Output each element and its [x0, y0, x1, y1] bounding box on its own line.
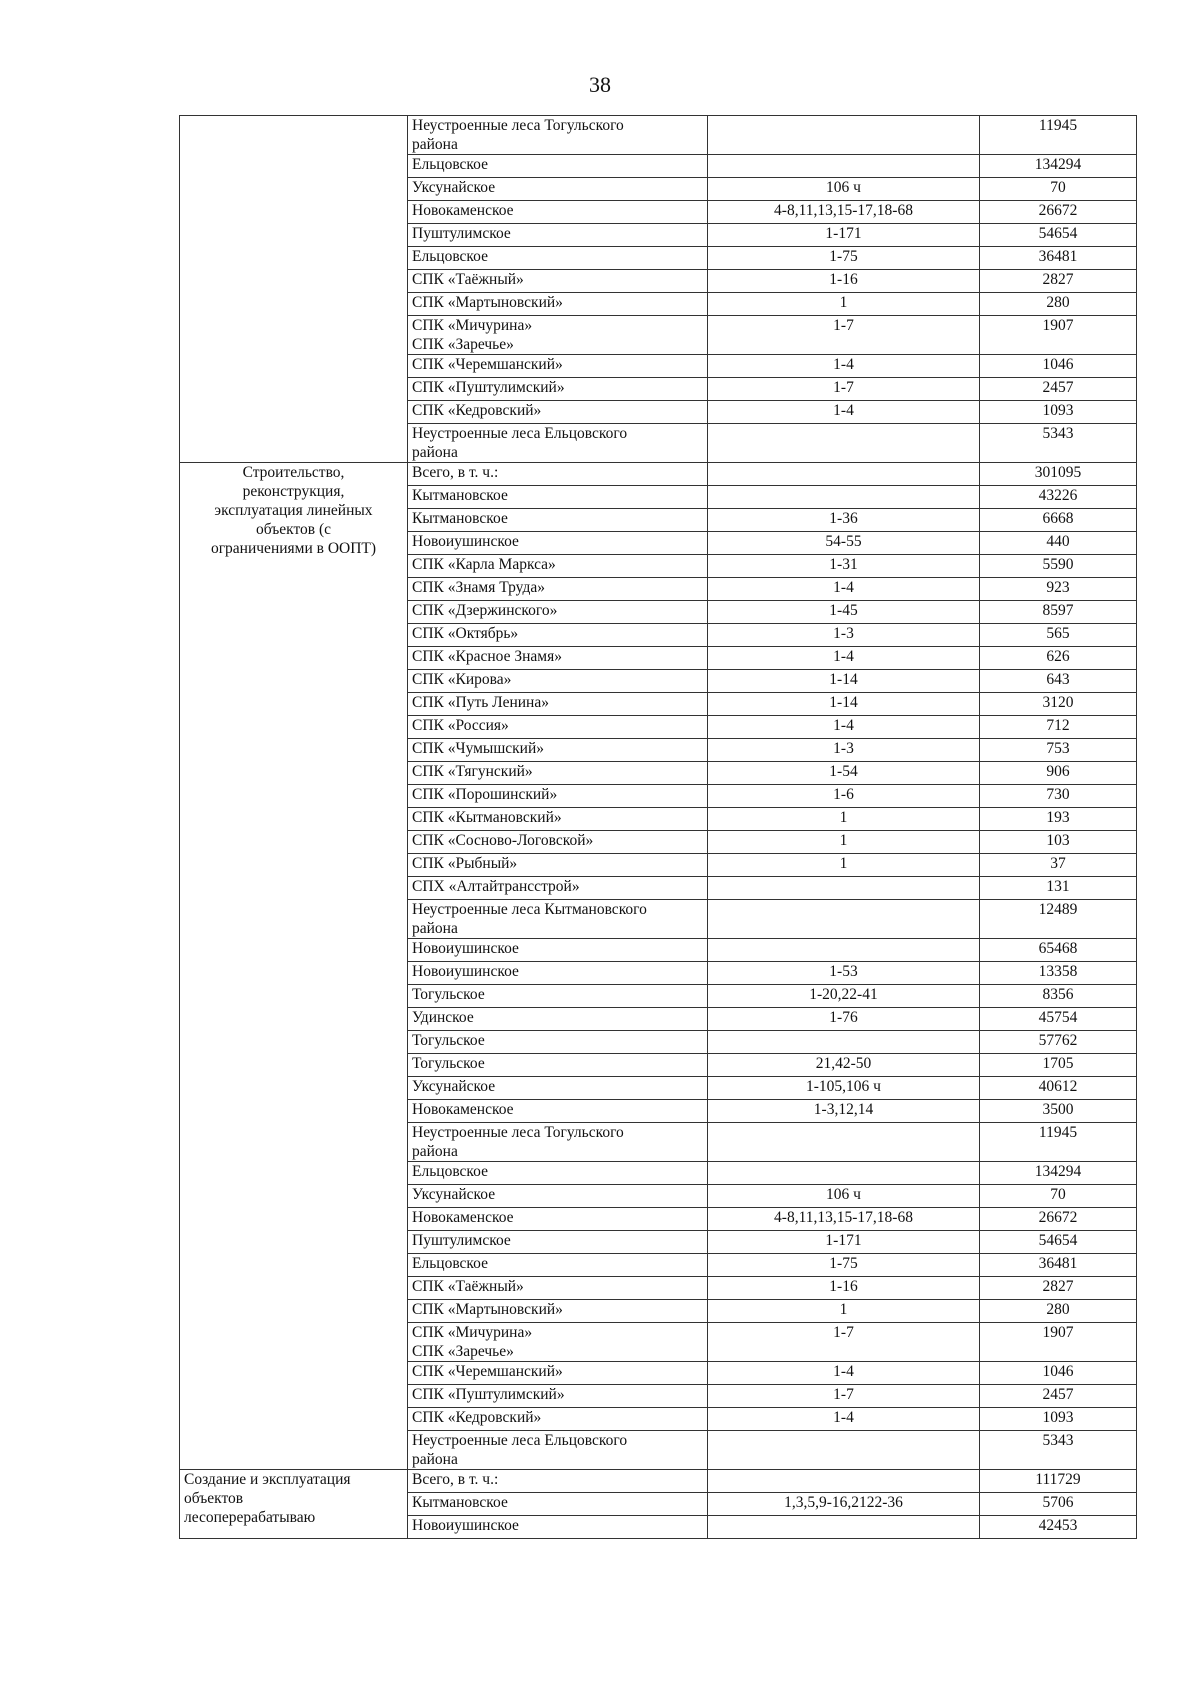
forestry-name-cell	[408, 378, 708, 401]
area-cell: 13358	[980, 962, 1137, 985]
quarters-cell: 54-55	[708, 532, 980, 555]
forestry-name-cell	[408, 985, 708, 1008]
forestry-name: Новоиушинское	[412, 1517, 519, 1534]
forestry-name-cell	[408, 1300, 708, 1323]
forestry-name: СПК «Дзержинского»	[412, 602, 558, 619]
area-cell: 1046	[980, 1362, 1137, 1385]
forestry-name-cell	[408, 877, 708, 900]
forestry-name: СПК «Заречье»	[412, 336, 514, 353]
category-text: эксплуатация линейных	[214, 502, 373, 519]
forestry-name-cell	[408, 578, 708, 601]
forestry-name: Неустроенные леса Ельцовского	[412, 425, 628, 442]
forestry-name: СПК «Мартыновский»	[412, 1301, 563, 1318]
quarters-cell: 1-171	[708, 224, 980, 247]
forestry-name-cell	[408, 716, 708, 739]
area-cell: 5706	[980, 1493, 1137, 1516]
forestry-name-cell	[408, 670, 708, 693]
area-cell: 3120	[980, 693, 1137, 716]
area-cell: 626	[980, 647, 1137, 670]
quarters-cell	[708, 900, 980, 939]
forestry-name: Новоиушинское	[412, 963, 519, 980]
quarters-cell: 1-54	[708, 762, 980, 785]
forestry-name: СПК «Порошинский»	[412, 786, 558, 803]
forestry-name: СПК «Кедровский»	[412, 402, 542, 419]
table-row	[180, 1470, 1137, 1493]
quarters-cell: 1,3,5,9-16,2122-36	[708, 1493, 980, 1516]
forestry-name: СПК «Пуштулимский»	[412, 379, 565, 396]
area-cell: 45754	[980, 1008, 1137, 1031]
forestry-name-cell	[408, 647, 708, 670]
forestry-name: Пуштулимское	[412, 1232, 511, 1249]
forestry-name-cell	[408, 486, 708, 509]
forestry-name-cell	[408, 1431, 708, 1470]
forestry-name: Новокаменское	[412, 1209, 514, 1226]
forestry-name: района	[412, 1451, 458, 1468]
forestry-name-cell	[408, 509, 708, 532]
quarters-cell: 106 ч	[708, 1185, 980, 1208]
forestry-name-cell	[408, 270, 708, 293]
quarters-cell: 1-7	[708, 1323, 980, 1362]
category-text: объектов (с	[255, 521, 332, 538]
table-row	[180, 116, 1137, 155]
forestry-name-cell	[408, 854, 708, 877]
quarters-cell: 1	[708, 831, 980, 854]
category-text: лесоперерабатываю	[184, 1509, 316, 1526]
area-cell: 2827	[980, 1277, 1137, 1300]
forestry-name-cell	[408, 532, 708, 555]
area-cell: 70	[980, 1185, 1137, 1208]
forestry-name-cell	[408, 1077, 708, 1100]
area-cell: 134294	[980, 1162, 1137, 1185]
forestry-name: Кытмановское	[412, 487, 508, 504]
quarters-cell: 1-4	[708, 1362, 980, 1385]
forestry-name-cell	[408, 116, 708, 155]
area-cell: 103	[980, 831, 1137, 854]
quarters-cell: 1-3,12,14	[708, 1100, 980, 1123]
quarters-cell	[708, 463, 980, 486]
forestry-name-cell	[408, 1470, 708, 1493]
forestry-name: СПХ «Алтайтрансстрой»	[412, 878, 580, 895]
area-cell: 54654	[980, 1231, 1137, 1254]
quarters-cell: 1-7	[708, 316, 980, 355]
quarters-cell	[708, 155, 980, 178]
forestry-name: СПК «Мичурина»	[412, 317, 533, 334]
forestry-name: Ельцовское	[412, 1163, 488, 1180]
quarters-cell: 1-4	[708, 578, 980, 601]
area-cell: 111729	[980, 1470, 1137, 1493]
quarters-cell	[708, 424, 980, 463]
quarters-cell: 1-14	[708, 670, 980, 693]
forestry-name-cell	[408, 293, 708, 316]
forestry-name: района	[412, 1143, 458, 1160]
quarters-cell: 1	[708, 293, 980, 316]
forestry-name-cell	[408, 1054, 708, 1077]
forestry-name-cell	[408, 1100, 708, 1123]
forestry-name-cell	[408, 224, 708, 247]
area-cell: 8356	[980, 985, 1137, 1008]
area-cell: 12489	[980, 900, 1137, 939]
forestry-name: Новокаменское	[412, 1101, 514, 1118]
forestry-name: Тогульское	[412, 986, 485, 1003]
area-cell: 8597	[980, 601, 1137, 624]
category-text: реконструкция,	[242, 483, 345, 500]
forestry-name: СПК «Кирова»	[412, 671, 512, 688]
area-cell: 36481	[980, 247, 1137, 270]
forestry-name: района	[412, 136, 458, 153]
forestry-name: Уксунайское	[412, 1186, 496, 1203]
area-cell: 42453	[980, 1516, 1137, 1539]
area-cell: 37	[980, 854, 1137, 877]
forestry-name-cell	[408, 1493, 708, 1516]
quarters-cell	[708, 116, 980, 155]
forestry-name: Неустроенные леса Ельцовского	[412, 1432, 628, 1449]
forestry-name-cell	[408, 316, 708, 355]
forestry-name: СПК «Черемшанский»	[412, 356, 563, 373]
forestry-name: Пуштулимское	[412, 225, 511, 242]
quarters-cell: 4-8,11,13,15-17,18-68	[708, 1208, 980, 1231]
quarters-cell: 1-7	[708, 378, 980, 401]
quarters-cell: 1-4	[708, 1408, 980, 1431]
forestry-name-cell	[408, 1123, 708, 1162]
quarters-cell: 1-3	[708, 624, 980, 647]
area-cell: 1093	[980, 401, 1137, 424]
quarters-cell: 21,42-50	[708, 1054, 980, 1077]
forestry-name-cell	[408, 155, 708, 178]
forestry-name-cell	[408, 355, 708, 378]
area-cell: 906	[980, 762, 1137, 785]
forestry-name: Кытмановское	[412, 510, 508, 527]
quarters-cell: 1-45	[708, 601, 980, 624]
area-cell: 280	[980, 1300, 1137, 1323]
forestry-name-cell	[408, 831, 708, 854]
area-cell: 1093	[980, 1408, 1137, 1431]
forestry-name-cell	[408, 962, 708, 985]
forestry-name: СПК «Таёжный»	[412, 1278, 524, 1295]
forestry-name-cell	[408, 601, 708, 624]
forestry-name: Новоиушинское	[412, 533, 519, 550]
quarters-cell: 1-6	[708, 785, 980, 808]
forestry-name: Всего, в т. ч.:	[412, 464, 499, 481]
area-cell: 280	[980, 293, 1137, 316]
forestry-name: СПК «Кытмановский»	[412, 809, 562, 826]
forestry-name: СПК «Путь Ленина»	[412, 694, 549, 711]
area-cell: 1046	[980, 355, 1137, 378]
category-text: Строительство,	[242, 464, 345, 481]
quarters-cell: 1-7	[708, 1385, 980, 1408]
area-cell: 1705	[980, 1054, 1137, 1077]
area-cell: 70	[980, 178, 1137, 201]
quarters-cell	[708, 1123, 980, 1162]
quarters-cell: 106 ч	[708, 178, 980, 201]
forestry-name: Уксунайское	[412, 1078, 496, 1095]
forestry-name: Новоиушинское	[412, 940, 519, 957]
quarters-cell: 1-16	[708, 270, 980, 293]
forestry-name: Кытмановское	[412, 1494, 508, 1511]
category-text: Создание и эксплуатация	[184, 1471, 351, 1488]
forestry-name-cell	[408, 1254, 708, 1277]
quarters-cell	[708, 1162, 980, 1185]
forestry-name: СПК «Тягунский»	[412, 763, 533, 780]
quarters-cell: 1-14	[708, 693, 980, 716]
table-row	[180, 463, 1137, 486]
forestry-name: СПК «Карла Маркса»	[412, 556, 556, 573]
area-cell: 1907	[980, 316, 1137, 355]
forestry-name-cell	[408, 1031, 708, 1054]
quarters-cell: 4-8,11,13,15-17,18-68	[708, 201, 980, 224]
forestry-name: СПК «Кедровский»	[412, 1409, 542, 1426]
forestry-name: СПК «Красное Знамя»	[412, 648, 562, 665]
forestry-name-cell	[408, 1277, 708, 1300]
quarters-cell: 1-20,22-41	[708, 985, 980, 1008]
forestry-name: СПК «Мичурина»	[412, 1324, 533, 1341]
area-cell: 753	[980, 739, 1137, 762]
area-cell: 643	[980, 670, 1137, 693]
forestry-name: района	[412, 920, 458, 937]
forestry-name-cell	[408, 555, 708, 578]
category-cell	[180, 1470, 408, 1539]
quarters-cell: 1-16	[708, 1277, 980, 1300]
quarters-cell: 1-4	[708, 647, 980, 670]
forestry-name: СПК «Черемшанский»	[412, 1363, 563, 1380]
area-cell: 6668	[980, 509, 1137, 532]
area-cell: 1907	[980, 1323, 1137, 1362]
area-cell: 11945	[980, 116, 1137, 155]
forestry-name: СПК «Октябрь»	[412, 625, 519, 642]
forestry-name-cell	[408, 401, 708, 424]
quarters-cell	[708, 1431, 980, 1470]
forest-table-body	[180, 116, 1137, 1539]
quarters-cell: 1-4	[708, 716, 980, 739]
quarters-cell: 1-53	[708, 962, 980, 985]
forestry-name: Неустроенные леса Тогульского	[412, 1124, 624, 1141]
forestry-name: Удинское	[412, 1009, 474, 1026]
forestry-name-cell	[408, 1408, 708, 1431]
forestry-name-cell	[408, 463, 708, 486]
forestry-name-cell	[408, 1385, 708, 1408]
forestry-name: Всего, в т. ч.:	[412, 1471, 499, 1488]
quarters-cell	[708, 939, 980, 962]
forestry-name-cell	[408, 1362, 708, 1385]
forestry-name: Ельцовское	[412, 248, 488, 265]
area-cell: 565	[980, 624, 1137, 647]
forestry-name-cell	[408, 624, 708, 647]
forestry-name: СПК «Знамя Труда»	[412, 579, 545, 596]
area-cell: 440	[980, 532, 1137, 555]
area-cell: 131	[980, 877, 1137, 900]
forestry-name: района	[412, 444, 458, 461]
quarters-cell: 1	[708, 808, 980, 831]
forestry-name-cell	[408, 693, 708, 716]
forestry-name: Уксунайское	[412, 179, 496, 196]
area-cell: 5590	[980, 555, 1137, 578]
quarters-cell: 1-36	[708, 509, 980, 532]
area-cell: 5343	[980, 1431, 1137, 1470]
area-cell: 54654	[980, 224, 1137, 247]
area-cell: 2457	[980, 1385, 1137, 1408]
forestry-name: Ельцовское	[412, 1255, 488, 1272]
forestry-name: СПК «Мартыновский»	[412, 294, 563, 311]
forestry-name: СПК «Чумышский»	[412, 740, 545, 757]
area-cell: 26672	[980, 1208, 1137, 1231]
forestry-name: СПК «Заречье»	[412, 1343, 514, 1360]
area-cell: 26672	[980, 201, 1137, 224]
forestry-name: Тогульское	[412, 1055, 485, 1072]
forestry-name: Ельцовское	[412, 156, 488, 173]
forestry-name-cell	[408, 1516, 708, 1539]
area-cell: 134294	[980, 155, 1137, 178]
quarters-cell: 1-105,106 ч	[708, 1077, 980, 1100]
area-cell: 301095	[980, 463, 1137, 486]
area-cell: 65468	[980, 939, 1137, 962]
area-cell: 36481	[980, 1254, 1137, 1277]
forestry-name-cell	[408, 900, 708, 939]
quarters-cell: 1-4	[708, 355, 980, 378]
forestry-name: СПК «Таёжный»	[412, 271, 524, 288]
forestry-name: Неустроенные леса Тогульского	[412, 117, 624, 134]
area-cell: 11945	[980, 1123, 1137, 1162]
forestry-name-cell	[408, 1323, 708, 1362]
quarters-cell: 1-76	[708, 1008, 980, 1031]
area-cell: 2457	[980, 378, 1137, 401]
forestry-name-cell	[408, 1008, 708, 1031]
page-number: 38	[589, 72, 611, 97]
category-text: ограничениями в ООПТ)	[210, 540, 377, 557]
quarters-cell: 1	[708, 854, 980, 877]
forestry-name: СПК «Рыбный»	[412, 855, 518, 872]
forestry-name-cell	[408, 1208, 708, 1231]
quarters-cell: 1-3	[708, 739, 980, 762]
area-cell: 5343	[980, 424, 1137, 463]
category-cell	[180, 463, 408, 1470]
area-cell: 3500	[980, 1100, 1137, 1123]
forestry-name-cell	[408, 939, 708, 962]
forestry-name-cell	[408, 201, 708, 224]
category-text: объектов	[184, 1490, 244, 1507]
forestry-name: СПК «Пуштулимский»	[412, 1386, 565, 1403]
area-cell: 40612	[980, 1077, 1137, 1100]
forestry-name: СПК «Россия»	[412, 717, 509, 734]
quarters-cell	[708, 877, 980, 900]
forestry-name-cell	[408, 762, 708, 785]
forestry-name: СПК «Сосново-Логовской»	[412, 832, 594, 849]
area-cell: 923	[980, 578, 1137, 601]
forestry-name-cell	[408, 247, 708, 270]
forestry-name-cell	[408, 739, 708, 762]
quarters-cell	[708, 1516, 980, 1539]
forestry-name: Тогульское	[412, 1032, 485, 1049]
quarters-cell	[708, 486, 980, 509]
forestry-name: Новокаменское	[412, 202, 514, 219]
area-cell: 712	[980, 716, 1137, 739]
forest-table	[179, 115, 1137, 1539]
quarters-cell	[708, 1031, 980, 1054]
forestry-name-cell	[408, 785, 708, 808]
area-cell: 2827	[980, 270, 1137, 293]
forestry-name-cell	[408, 1162, 708, 1185]
category-cell	[180, 116, 408, 463]
forestry-name-cell	[408, 808, 708, 831]
forestry-name-cell	[408, 178, 708, 201]
forestry-name-cell	[408, 424, 708, 463]
quarters-cell: 1-4	[708, 401, 980, 424]
forestry-name-cell	[408, 1185, 708, 1208]
quarters-cell: 1-75	[708, 247, 980, 270]
area-cell: 193	[980, 808, 1137, 831]
quarters-cell: 1-31	[708, 555, 980, 578]
forestry-name-cell	[408, 1231, 708, 1254]
quarters-cell: 1-75	[708, 1254, 980, 1277]
quarters-cell	[708, 1470, 980, 1493]
area-cell: 43226	[980, 486, 1137, 509]
quarters-cell: 1	[708, 1300, 980, 1323]
quarters-cell: 1-171	[708, 1231, 980, 1254]
forestry-name: Неустроенные леса Кытмановского	[412, 901, 647, 918]
area-cell: 730	[980, 785, 1137, 808]
area-cell: 57762	[980, 1031, 1137, 1054]
